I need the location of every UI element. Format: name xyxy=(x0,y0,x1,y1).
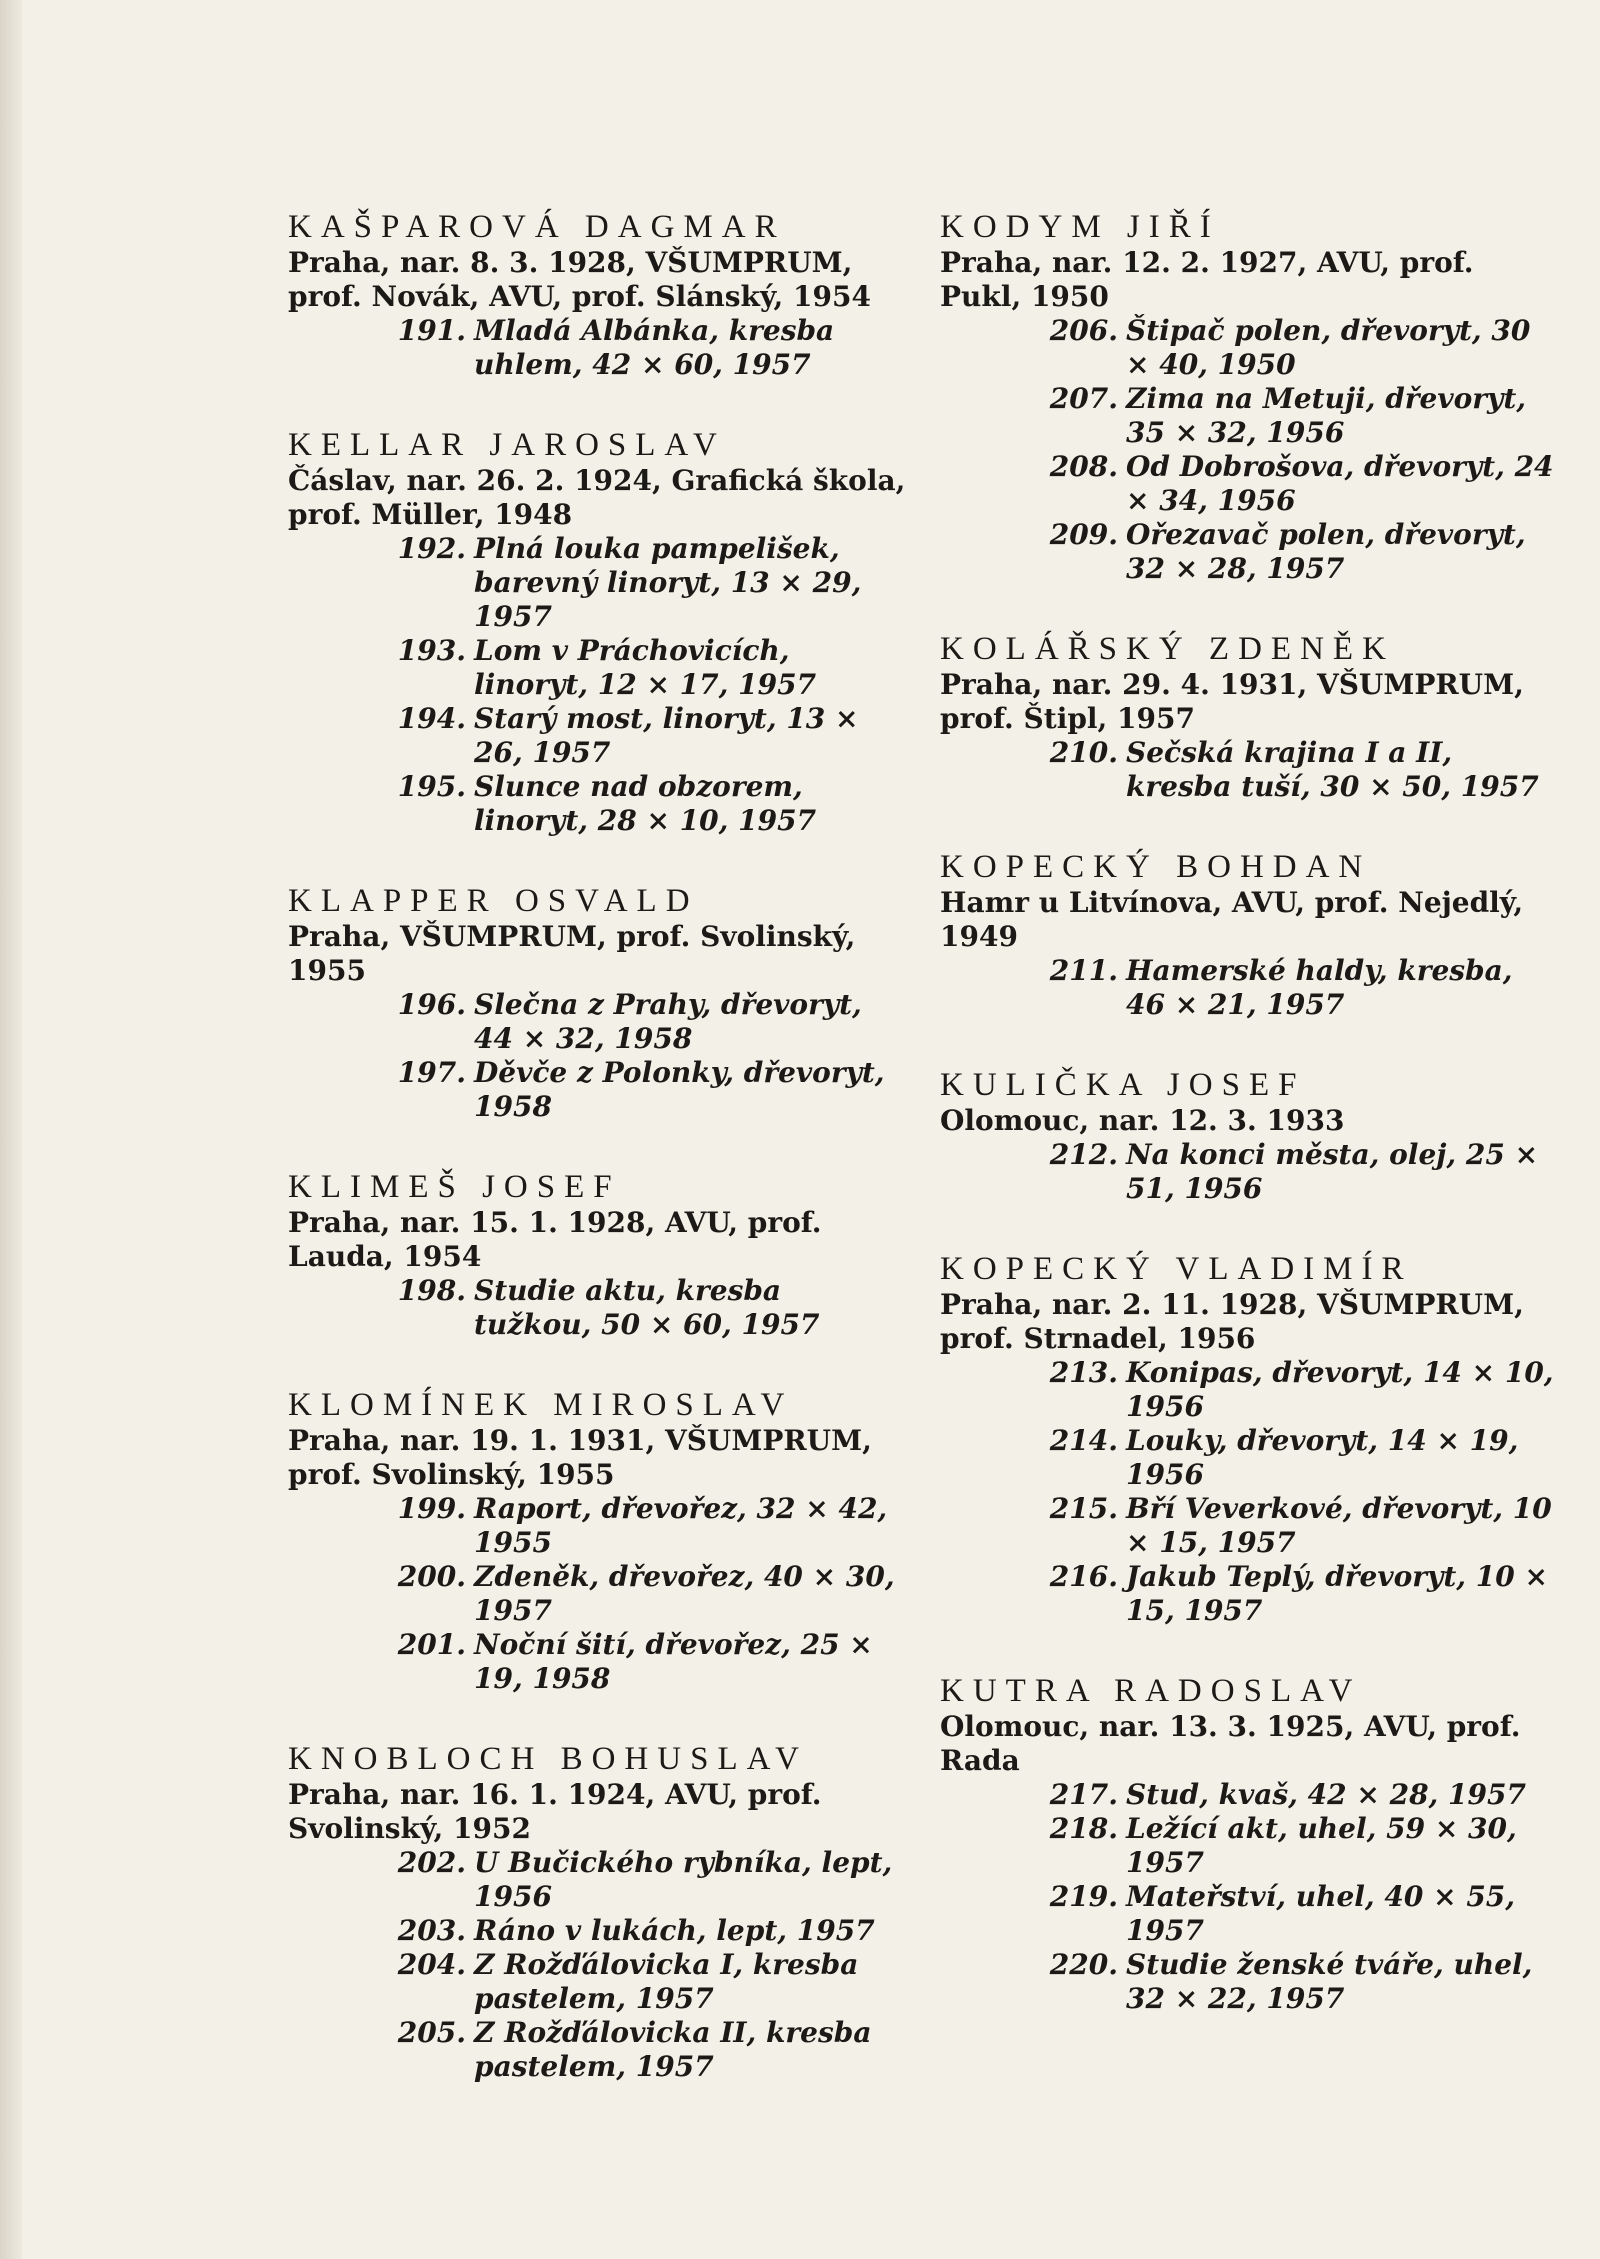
work-description: Studie aktu, kresba tužkou, 50 × 60, 1957 xyxy=(474,1274,820,1341)
work-description: Sečská krajina I a II, kresba tuší, 30 × 50, 1957 xyxy=(1126,736,1539,803)
work-item xyxy=(388,532,908,634)
work-item xyxy=(388,634,908,702)
work-number: 194. xyxy=(397,702,466,735)
works-list xyxy=(940,1778,1560,2016)
work-description: Ráno v lukách, lept, 1957 xyxy=(474,1914,875,1947)
work-item xyxy=(1040,382,1560,450)
artist-bio: Praha, nar. 15. 1. 1928, AVU, prof. Lauda, 1954 xyxy=(288,1206,822,1273)
works-list xyxy=(940,1138,1560,1206)
artist-entry xyxy=(940,208,1560,586)
work-item xyxy=(1040,736,1560,804)
work-number: 210. xyxy=(1049,736,1118,769)
artist-entry xyxy=(288,208,908,382)
work-number: 204. xyxy=(397,1948,466,1981)
work-description: Z Rožďálovicka II, kresba pastelem, 1957 xyxy=(474,2016,872,2083)
works-list xyxy=(940,736,1560,804)
work-number: 206. xyxy=(1049,314,1118,347)
artist-bio: Praha, nar. 29. 4. 1931, VŠUMPRUM, prof. Štipl, 1957 xyxy=(940,668,1524,735)
work-item xyxy=(388,770,908,838)
work-item xyxy=(388,2016,908,2084)
work-description: Ořezavač polen, dřevoryt, 32 × 28, 1957 xyxy=(1126,518,1526,585)
works-list xyxy=(940,314,1560,586)
work-description: Mateřství, uhel, 40 × 55, 1957 xyxy=(1126,1880,1516,1947)
right-column xyxy=(940,208,1560,2060)
artist-name: KELLAR JAROSLAV xyxy=(288,427,726,463)
artist-bio: Praha, nar. 12. 2. 1927, AVU, prof. Pukl, 1950 xyxy=(940,246,1474,313)
artist-bio: Praha, nar. 16. 1. 1924, AVU, prof. Svolinský, 1952 xyxy=(288,1778,822,1845)
work-description: Bří Veverkové, dřevoryt, 10 × 15, 1957 xyxy=(1126,1492,1552,1559)
work-number: 215. xyxy=(1049,1492,1118,1525)
work-item xyxy=(388,988,908,1056)
work-item xyxy=(1040,1424,1560,1492)
work-number: 195. xyxy=(397,770,466,803)
work-number: 192. xyxy=(397,532,466,565)
work-description: Mladá Albánka, kresba uhlem, 42 × 60, 1957 xyxy=(474,314,835,381)
work-description: Z Rožďálovicka I, kresba pastelem, 1957 xyxy=(474,1948,859,2015)
work-item xyxy=(1040,954,1560,1022)
work-number: 219. xyxy=(1049,1880,1118,1913)
artist-entry xyxy=(940,848,1560,1022)
work-number: 197. xyxy=(397,1056,466,1089)
artist-bio: Praha, nar. 8. 3. 1928, VŠUMPRUM, prof. Novák, AVU, prof. Slánský, 1954 xyxy=(288,246,871,313)
artist-entry xyxy=(288,882,908,1124)
artist-name: KNOBLOCH BOHUSLAV xyxy=(288,1741,809,1777)
work-number: 198. xyxy=(397,1274,466,1307)
artist-entry xyxy=(288,1168,908,1342)
work-number: 213. xyxy=(1049,1356,1118,1389)
work-description: U Bučického rybníka, lept, 1956 xyxy=(474,1846,893,1913)
artist-entry xyxy=(940,630,1560,804)
work-description: Lom v Práchovicích, linoryt, 12 × 17, 1957 xyxy=(474,634,817,701)
work-description: Hamerské haldy, kresba, 46 × 21, 1957 xyxy=(1126,954,1513,1021)
work-item xyxy=(388,1948,908,2016)
work-item xyxy=(388,1056,908,1124)
works-list xyxy=(940,954,1560,1022)
work-number: 217. xyxy=(1049,1778,1118,1811)
work-number: 214. xyxy=(1049,1424,1118,1457)
artist-name: KLIMEŠ JOSEF xyxy=(288,1169,621,1205)
work-item xyxy=(1040,1812,1560,1880)
work-item xyxy=(388,1914,908,1948)
left-column xyxy=(288,208,908,2128)
work-description: Raport, dřevořez, 32 × 42, 1955 xyxy=(474,1492,888,1559)
work-number: 212. xyxy=(1049,1138,1118,1171)
artist-bio: Praha, nar. 19. 1. 1931, VŠUMPRUM, prof. Svolinský, 1955 xyxy=(288,1424,872,1491)
work-description: Jakub Teplý, dřevoryt, 10 × 15, 1957 xyxy=(1126,1560,1548,1627)
artist-bio: Praha, VŠUMPRUM, prof. Svolinský, 1955 xyxy=(288,920,856,987)
work-description: Slunce nad obzorem, linoryt, 28 × 10, 1957 xyxy=(474,770,817,837)
work-number: 216. xyxy=(1049,1560,1118,1593)
work-number: 207. xyxy=(1049,382,1118,415)
work-number: 199. xyxy=(397,1492,466,1525)
artist-entry xyxy=(288,1386,908,1696)
work-description: Slečna z Prahy, dřevoryt, 44 × 32, 1958 xyxy=(474,988,862,1055)
artist-name: KOLÁŘSKÝ ZDENĚK xyxy=(940,631,1395,667)
work-item xyxy=(388,1560,908,1628)
artist-bio: Praha, nar. 2. 11. 1928, VŠUMPRUM, prof. Strnadel, 1956 xyxy=(940,1288,1524,1355)
work-number: 201. xyxy=(397,1628,466,1661)
works-list xyxy=(288,988,908,1124)
work-item xyxy=(388,314,908,382)
work-item xyxy=(1040,518,1560,586)
work-description: Zima na Metuji, dřevoryt, 35 × 32, 1956 xyxy=(1126,382,1526,449)
artist-entry xyxy=(288,426,908,838)
artist-name: KLOMÍNEK MIROSLAV xyxy=(288,1387,794,1423)
artist-name: KOPECKÝ VLADIMÍR xyxy=(940,1251,1413,1287)
works-list xyxy=(940,1356,1560,1628)
artist-entry xyxy=(940,1250,1560,1628)
work-item xyxy=(1040,314,1560,382)
work-item xyxy=(388,1274,908,1342)
work-item xyxy=(388,1628,908,1696)
work-description: Stud, kvaš, 42 × 28, 1957 xyxy=(1126,1778,1526,1811)
work-description: Starý most, linoryt, 13 × 26, 1957 xyxy=(474,702,859,769)
work-description: Štipač polen, dřevoryt, 30 × 40, 1950 xyxy=(1126,314,1531,381)
work-description: Zdeněk, dřevořez, 40 × 30, 1957 xyxy=(474,1560,895,1627)
artist-name: KOPECKÝ BOHDAN xyxy=(940,849,1372,885)
artist-name: KODYM JIŘÍ xyxy=(940,209,1220,245)
artist-entry xyxy=(288,1740,908,2084)
work-number: 191. xyxy=(397,314,466,347)
work-description: Od Dobrošova, dřevoryt, 24 × 34, 1956 xyxy=(1126,450,1554,517)
artist-bio: Čáslav, nar. 26. 2. 1924, Grafická škola, prof. Müller, 1948 xyxy=(288,464,906,531)
work-description: Na konci města, olej, 25 × 51, 1956 xyxy=(1126,1138,1539,1205)
artist-entry xyxy=(940,1066,1560,1206)
work-description: Děvče z Polonky, dřevoryt, 1958 xyxy=(474,1056,885,1123)
work-item xyxy=(1040,1778,1560,1812)
work-description: Studie ženské tváře, uhel, 32 × 22, 1957 xyxy=(1126,1948,1533,2015)
work-item xyxy=(1040,1880,1560,1948)
work-number: 205. xyxy=(397,2016,466,2049)
artist-bio: Olomouc, nar. 12. 3. 1933 xyxy=(940,1104,1345,1137)
works-list xyxy=(288,314,908,382)
work-number: 200. xyxy=(397,1560,466,1593)
page-binding-edge xyxy=(0,0,22,2259)
work-item xyxy=(388,1846,908,1914)
work-item xyxy=(1040,1356,1560,1424)
artist-entry xyxy=(940,1672,1560,2016)
work-description: Louky, dřevoryt, 14 × 19, 1956 xyxy=(1126,1424,1519,1491)
work-number: 220. xyxy=(1049,1948,1118,1981)
works-list xyxy=(288,1492,908,1696)
works-list xyxy=(288,1846,908,2084)
work-item xyxy=(1040,1138,1560,1206)
work-number: 218. xyxy=(1049,1812,1118,1845)
works-list xyxy=(288,1274,908,1342)
artist-name: KUTRA RADOSLAV xyxy=(940,1673,1362,1709)
work-number: 209. xyxy=(1049,518,1118,551)
work-description: Konipas, dřevoryt, 14 × 10, 1956 xyxy=(1126,1356,1554,1423)
work-item xyxy=(1040,1492,1560,1560)
work-number: 202. xyxy=(397,1846,466,1879)
work-item xyxy=(1040,1948,1560,2016)
work-number: 208. xyxy=(1049,450,1118,483)
work-number: 196. xyxy=(397,988,466,1021)
artist-bio: Olomouc, nar. 13. 3. 1925, AVU, prof. Rada xyxy=(940,1710,1521,1777)
work-item xyxy=(388,1492,908,1560)
work-description: Ležící akt, uhel, 59 × 30, 1957 xyxy=(1126,1812,1517,1879)
artist-name: KLAPPER OSVALD xyxy=(288,883,699,919)
artist-name: KAŠPAROVÁ DAGMAR xyxy=(288,209,786,245)
work-description: Plná louka pampelišek, barevný linoryt, 13 × 29, 1957 xyxy=(474,532,862,633)
work-item xyxy=(388,702,908,770)
artist-bio: Hamr u Litvínova, AVU, prof. Nejedlý, 1949 xyxy=(940,886,1524,953)
works-list xyxy=(288,532,908,838)
work-item xyxy=(1040,450,1560,518)
work-number: 211. xyxy=(1049,954,1118,987)
work-number: 203. xyxy=(397,1914,466,1947)
work-description: Noční šití, dřevořez, 25 × 19, 1958 xyxy=(474,1628,873,1695)
artist-name: KULIČKA JOSEF xyxy=(940,1067,1306,1103)
work-number: 193. xyxy=(397,634,466,667)
work-item xyxy=(1040,1560,1560,1628)
